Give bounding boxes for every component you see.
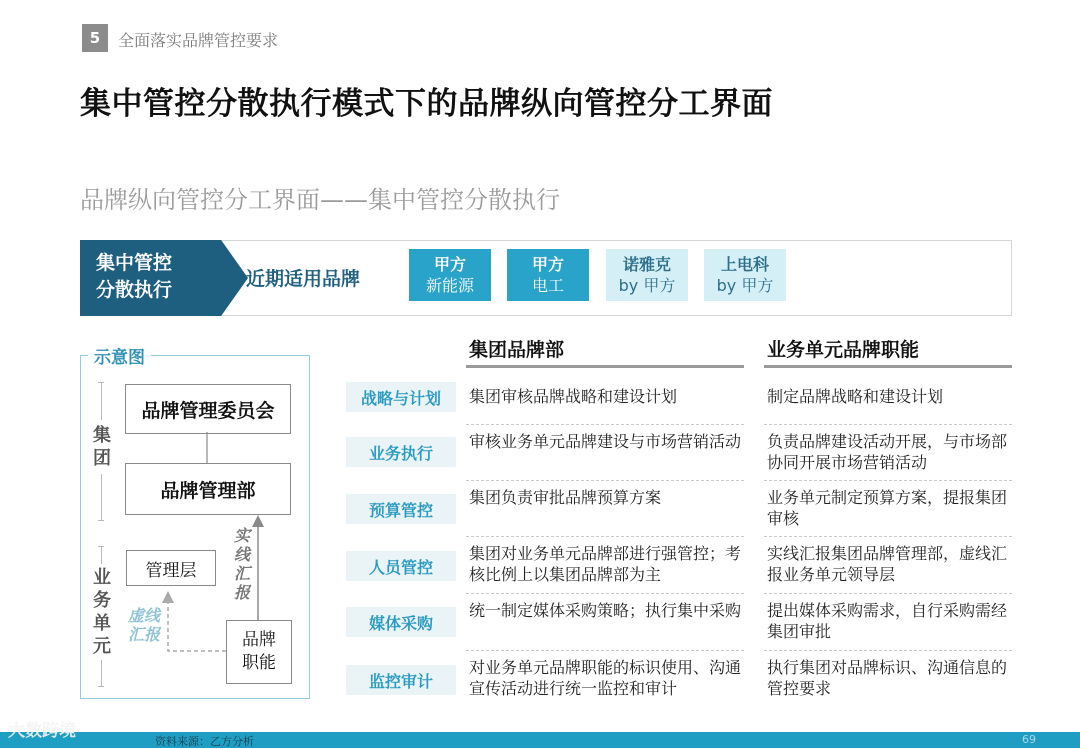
brand-chip-name: 甲方 bbox=[531, 255, 564, 274]
dotted-report-arrowhead bbox=[162, 591, 174, 603]
dotted-report-line1: 虚线 bbox=[127, 606, 160, 625]
brand-chip-sub: 新能源 bbox=[425, 276, 474, 295]
cell-unit: 执行集团对品牌标识、沟通信息的管控要求 bbox=[767, 658, 1008, 698]
solid-report-arrowhead bbox=[252, 515, 264, 527]
row-separator bbox=[764, 593, 1012, 594]
row-label: 媒体采购 bbox=[346, 607, 456, 637]
diagram-title: 示意图 bbox=[88, 343, 151, 368]
brand-department-box: 品牌管理部 bbox=[125, 463, 291, 515]
mode-label-line1: 集中管控 bbox=[96, 252, 173, 274]
dotted-report-line bbox=[168, 601, 226, 651]
section-title: 全面落实品牌管控要求 bbox=[118, 31, 279, 50]
cell-unit: 业务单元制定预算方案，提报集团审核 bbox=[767, 488, 1008, 528]
cell-group: 对业务单元品牌职能的标识使用、沟通宣传活动进行统一监控和审计 bbox=[469, 658, 742, 698]
page-number: 69 bbox=[1022, 733, 1036, 746]
dotted-report-label bbox=[123, 606, 165, 644]
section-number: 5 bbox=[82, 24, 108, 52]
row-label: 监控审计 bbox=[346, 665, 456, 695]
business-unit-label: 业务单元 bbox=[93, 567, 111, 657]
brand-chip bbox=[704, 249, 786, 301]
brand-function-line1: 品牌 bbox=[242, 630, 276, 650]
cell-group: 审核业务单元品牌建设与市场营销活动 bbox=[469, 432, 742, 451]
source-note: 资料来源：乙方分析 bbox=[155, 735, 254, 748]
row-separator bbox=[764, 480, 1012, 481]
header-rule bbox=[764, 365, 1012, 368]
management-layer-box: 管理层 bbox=[126, 550, 216, 586]
row-separator bbox=[466, 593, 744, 594]
row-label: 人员管控 bbox=[346, 551, 456, 581]
dotted-report-line2: 汇报 bbox=[127, 625, 160, 644]
column-header-group: 集团品牌部 bbox=[469, 339, 565, 361]
brand-function-line2: 职能 bbox=[242, 653, 276, 673]
cell-unit: 提出媒体采购需求，自行采购需经集团审批 bbox=[767, 601, 1008, 641]
row-separator bbox=[466, 650, 744, 651]
brand-chip-name: 诺雅克 bbox=[622, 255, 671, 274]
brand-chip-sub: by 甲方 bbox=[716, 276, 774, 295]
row-separator bbox=[764, 536, 1012, 537]
group-label: 集团 bbox=[93, 425, 111, 469]
row-label: 预算管控 bbox=[346, 494, 456, 524]
page-title: 集中管控分散执行模式下的品牌纵向管控分工界面 bbox=[80, 86, 773, 122]
row-label: 业务执行 bbox=[346, 437, 456, 467]
cell-group: 集团审核品牌战略和建设计划 bbox=[469, 387, 678, 406]
mode-label bbox=[96, 250, 206, 304]
row-separator bbox=[764, 650, 1012, 651]
solid-report-label: 实线汇报 bbox=[233, 526, 250, 602]
row-separator bbox=[466, 536, 744, 537]
column-header-unit: 业务单元品牌职能 bbox=[767, 339, 920, 361]
recent-brands-label: 近期适用品牌 bbox=[246, 268, 361, 290]
cell-group: 集团负责审批品牌预算方案 bbox=[469, 488, 662, 507]
brand-chip-sub: by 甲方 bbox=[618, 276, 676, 295]
brand-committee-box: 品牌管理委员会 bbox=[125, 384, 291, 434]
cell-unit: 实线汇报集团品牌管理部，虚线汇报业务单元领导层 bbox=[767, 544, 1008, 584]
row-label: 战略与计划 bbox=[346, 382, 456, 412]
watermark: 大数跨境 bbox=[8, 721, 76, 741]
mode-label-line2: 分散执行 bbox=[96, 279, 173, 301]
cell-unit: 制定品牌战略和建设计划 bbox=[767, 387, 944, 406]
brand-chip bbox=[606, 249, 688, 301]
row-separator bbox=[466, 424, 744, 425]
brand-chip bbox=[507, 249, 589, 301]
diagram-connectors bbox=[80, 355, 310, 700]
cell-unit: 负责品牌建设活动开展，与市场部协同开展市场营销活动 bbox=[767, 432, 1008, 472]
brand-chip-sub: 电工 bbox=[531, 276, 564, 295]
row-separator bbox=[466, 480, 744, 481]
cell-group: 统一制定媒体采购策略；执行集中采购 bbox=[469, 601, 742, 620]
header-rule bbox=[466, 365, 744, 368]
brand-chip-name: 甲方 bbox=[433, 255, 466, 274]
subtitle: 品牌纵向管控分工界面——集中管控分散执行 bbox=[80, 186, 560, 214]
cell-group: 集团对业务单元品牌部进行强管控；考核比例上以集团品牌部为主 bbox=[469, 544, 742, 584]
row-separator bbox=[764, 424, 1012, 425]
brand-chip-name: 上电科 bbox=[720, 255, 769, 274]
brand-chip bbox=[409, 249, 491, 301]
